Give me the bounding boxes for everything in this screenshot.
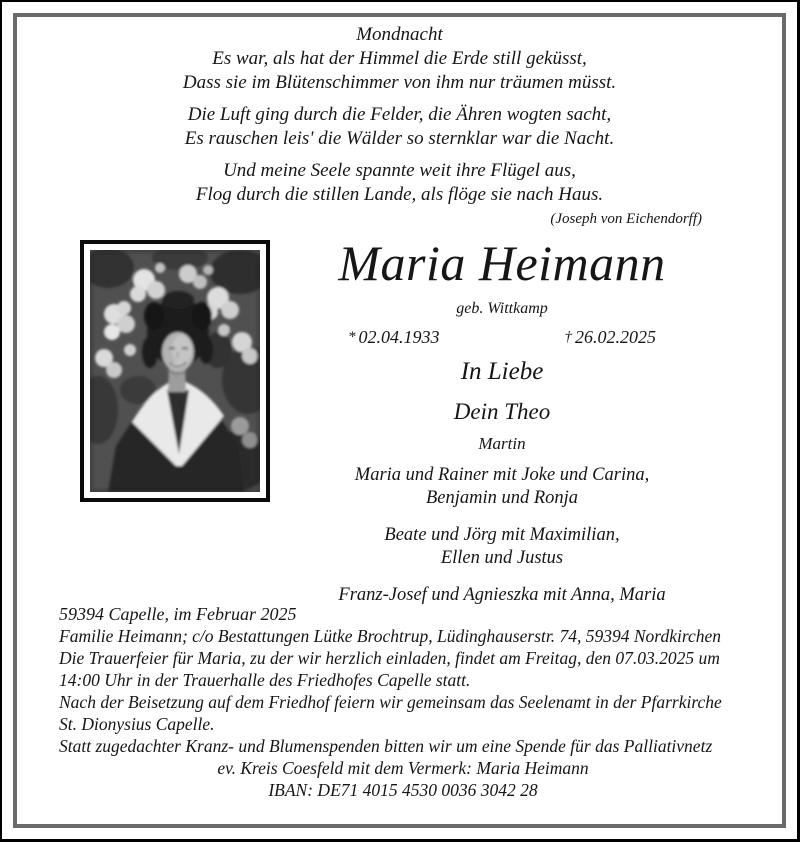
poem-line: Dass sie im Blütenschimmer von ihm nur träumen müsst. [182, 72, 617, 93]
death-date [565, 327, 657, 348]
birth-star-symbol: * [348, 329, 356, 345]
footer-line: 14:00 Uhr in der Trauerhalle des Friedhofes Capelle statt. [59, 670, 471, 690]
footer-section [59, 603, 747, 801]
birth-date [348, 327, 440, 348]
footer-line: Nach der Beisetzung auf dem Friedhof feiern wir gemeinsam das Seelenamt in der Pfarrkirche [59, 692, 722, 712]
farewell-salutation: In Liebe [460, 358, 544, 385]
death-date-value: 26.02.2025 [575, 327, 656, 347]
footer-line: ev. Kreis Coesfeld mit dem Vermerk: Maria Heimann [217, 758, 589, 778]
mourner-line: Benjamin und Ronja [425, 488, 579, 508]
stanza-gap [42, 95, 757, 103]
mourner-line: Franz-Josef und Agnieszka mit Anna, Maria [338, 585, 666, 605]
footer-line: IBAN: DE71 4015 4530 0036 3042 28 [268, 780, 538, 800]
mourner-line: Dein Theo [453, 399, 551, 424]
birth-date-value: 02.04.1933 [358, 327, 440, 347]
footer-line: Familie Heimann; c/o Bestattungen Lütke Brochtrup, Lüdinghauserstr. 74, 59394 Nordkirchen [59, 626, 722, 646]
photo-illustration [90, 250, 260, 492]
deceased-photo [80, 240, 270, 502]
mourner-line: Ellen und Justus [440, 548, 564, 568]
city-dateline: 59394 Capelle, im Februar 2025 [59, 604, 297, 624]
footer-line: St. Dionysius Capelle. [59, 714, 215, 734]
mourner-line: Beate und Jörg mit Maximilian, [384, 525, 620, 545]
mourner-line: Martin [478, 434, 526, 453]
life-dates [302, 327, 702, 348]
stanza-gap [42, 151, 757, 159]
announcement-section [302, 236, 702, 607]
poem-attribution: (Joseph von Eichendorff) [550, 211, 702, 227]
deceased-name: Maria Heimann [338, 235, 666, 291]
footer-line: Statt zugedachter Kranz- und Blumenspenden bitten wir um eine Spende für das Palliativnetz [59, 736, 713, 756]
poem-line: Und meine Seele spannte weit ihre Flügel aus, [223, 160, 576, 181]
poem-title: Mondnacht [356, 24, 443, 45]
death-cross-symbol: † [564, 329, 572, 345]
poem-line: Die Luft ging durch die Felder, die Ähren wogten sacht, [187, 104, 612, 125]
poem-line: Es war, als hat der Himmel die Erde still geküsst, [212, 48, 587, 69]
maiden-name: geb. Wittkamp [456, 300, 548, 317]
poem-line: Es rauschen leis' die Wälder so sternklar war die Nacht. [184, 128, 615, 149]
poem-line: Flog durch die stillen Lande, als flöge sie nach Haus. [195, 184, 604, 205]
poem-section [42, 23, 757, 231]
mourner-line: Maria und Rainer mit Joke und Carina, [354, 465, 650, 485]
footer-line: Die Trauerfeier für Maria, zu der wir herzlich einladen, findet am Freitag, den 07.03.2025 um [59, 648, 720, 668]
